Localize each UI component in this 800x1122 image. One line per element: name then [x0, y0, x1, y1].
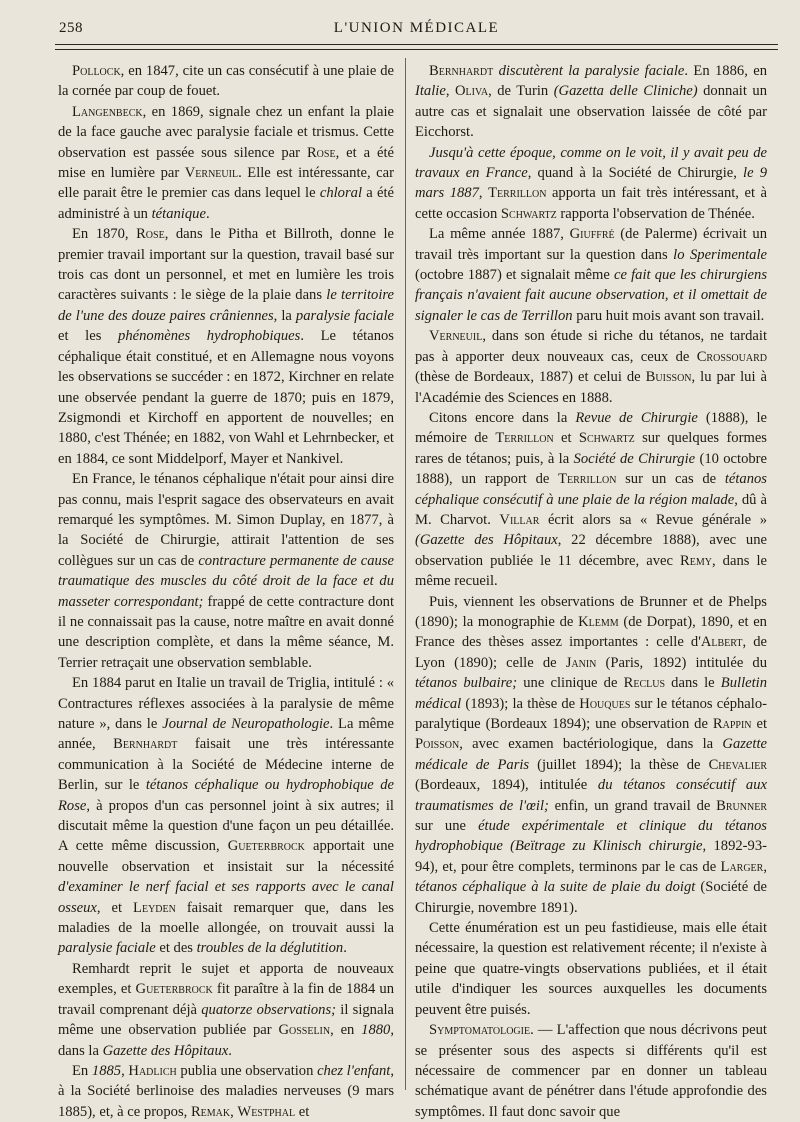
text-run: .	[228, 1042, 232, 1059]
text-run: ,	[478, 185, 489, 202]
text-run: faisait une très intéressante communication à la Société de Médecine interne de Berlin, sur le	[58, 736, 395, 794]
paragraph	[415, 224, 767, 326]
paragraph	[415, 61, 767, 143]
text-run: , dans le Pitha et Billroth, donne le premier travail important sur la question, travail basé sur trois cas dont un personnel, et met en lumière les trois caractères suivants : le siège de la plaie dans	[58, 226, 394, 304]
author-name: Villar	[499, 511, 540, 528]
author-name: Reclus	[623, 675, 666, 692]
author-name: Remy	[680, 552, 712, 569]
text-run: (juillet 1894); la thèse de	[529, 756, 709, 773]
italic-text: paralysie faciale	[295, 307, 394, 324]
italic-text: chez l'enfant	[317, 1062, 391, 1079]
italic-text: du tétanos consécutif aux traumatismes de l'œil;	[415, 777, 767, 814]
author-name: Buisson	[645, 369, 692, 386]
paragraph	[415, 408, 767, 592]
italic-text: Bulletin médical	[415, 675, 768, 712]
italic-text: étude expérimentale et clinique du tétanos hydrophobique (Beïtrage zu Klinisch chirurgie	[415, 818, 767, 855]
author-name: Rose	[136, 226, 165, 243]
author-name: Schwartz	[578, 430, 635, 447]
author-name: Hadlich	[128, 1062, 177, 1079]
text-run: . En 1886, en	[684, 63, 767, 79]
page-header	[55, 16, 778, 44]
italic-text: paralysie faciale	[58, 940, 156, 957]
text-run: , la	[273, 307, 296, 324]
paragraph	[58, 959, 394, 1061]
text-run: ,	[230, 1103, 238, 1120]
text-run: En 1870,	[72, 226, 137, 243]
author-name: Chevalier	[708, 756, 767, 773]
text-run: , et a été mise en lumière par	[58, 144, 394, 182]
text-run: . La même année,	[58, 716, 394, 753]
author-name: Janin	[565, 654, 597, 671]
text-run: (10 octobre 1888), un rapport de	[415, 450, 768, 488]
header-rule-thin	[55, 49, 778, 50]
text-run: (Bordeaux, 1894), intitulée	[415, 777, 598, 794]
text-run: , à la Société berlinoise des maladies nerveuses (9 mars 1885), et, à ce propos,	[58, 1062, 394, 1120]
text-run: , en	[330, 1022, 362, 1039]
author-name: Pollock	[72, 63, 121, 79]
text-run: Citons encore dans la	[429, 409, 576, 426]
text-run: donnait un autre cas et signalait une observation laissée de côté par Eicchorst.	[415, 83, 767, 141]
text-run: ,	[445, 83, 455, 100]
italic-text: chloral	[319, 185, 363, 202]
text-run: (1888), le mémoire de	[415, 409, 768, 447]
text-run: sur le tétanos céphalo-paralytique (Bordeaux 1894); une observation de	[415, 695, 767, 732]
author-name: Symptomatologie	[429, 1022, 531, 1039]
text-run: (1893); la thèse de	[461, 695, 580, 712]
paragraph	[415, 592, 767, 919]
running-title: L'UNION MÉDICALE	[333, 20, 500, 36]
author-name: Houques	[579, 695, 631, 712]
text-run: . — L'affection que nous décrivons peut se présenter sous des aspects si différents qu'il est nécessaire de commencer par en donner un tableau schématique avant de pénétrer dans l'étude approfondie des symptômes. Il faut donc savoir que	[415, 1022, 767, 1120]
text-run: , à propos d'un cas personnel joint à six autres; il discutait même la question d'une façon un peu détaillée. A cette même discussion,	[58, 797, 394, 855]
column-divider	[405, 58, 406, 1090]
text-run: Remhardt reprit le sujet et apporta de nouveaux exemples, et	[58, 960, 394, 998]
author-name: Westphal	[237, 1103, 296, 1120]
text-run: .	[343, 940, 347, 957]
author-name: Giuffré	[569, 226, 615, 243]
paragraph	[415, 326, 767, 408]
text-run: En France, le ténanos céphalique n'était pour ainsi dire pas connu, mais l'esprit sagace des observateurs en avait remarqué les symptômes. M. Simon Duplay, en 1877, à la Société de Chirurgie, attirait l'attention de ses collègues sur un cas de	[58, 471, 394, 569]
italic-text: Gazette des Hôpitaux	[102, 1042, 229, 1059]
author-name: Poisson	[415, 736, 460, 753]
italic-text: tétanique	[151, 205, 206, 222]
text-run: dans le	[665, 675, 721, 692]
text-run: publia une observation	[176, 1062, 318, 1079]
italic-text: d'examiner le nerf facial et ses rapports avec le canal osseux	[58, 879, 394, 916]
italic-text: phénomènes hydrophobiques	[118, 328, 301, 345]
italic-text: 1885	[91, 1062, 122, 1079]
text-run: En	[72, 1062, 92, 1079]
text-run: , de Turin	[488, 83, 554, 100]
text-run: apportait une nouvelle observation et insistait sur la nécessité	[58, 838, 394, 875]
italic-text: Jusqu'à cette époque, comme on le voit, il y avait peu de travaux en France	[415, 144, 767, 182]
text-run: sur quelques formes rares de tétanos; puis, à la	[415, 430, 767, 467]
text-run: ,	[763, 858, 767, 875]
text-run: , 1892-93-94), et, pour être complets, terminons par le cas de	[415, 838, 767, 875]
italic-text: le territoire de l'une des douze paires crâniennes	[58, 287, 394, 324]
author-name: Rappin	[712, 716, 752, 732]
author-name: Bernhardt	[429, 63, 494, 79]
paragraph	[415, 918, 767, 1020]
text-run: (de Palerme) écrivait un travail très important sur la question dans	[415, 226, 767, 263]
author-name: Klemm	[578, 613, 619, 630]
paragraph	[58, 673, 394, 959]
italic-text: le 9 mars 1887	[415, 165, 768, 202]
paragraph	[58, 1061, 394, 1122]
text-run: En 1884 parut en Italie un travail de Triglia, intitulé : « Contractures réflexes associées à la paralysie de même nature », dans le	[58, 675, 394, 732]
italic-text: (Gazette des Hôpitaux	[415, 532, 558, 549]
text-run: , en 1847, cite un cas consécutif à une plaie de la cornée par coup de fouet.	[58, 63, 394, 100]
text-run: (de Dorpat), 1890, et en France des thèses assez importantes : celle d'	[415, 613, 767, 651]
author-name: Gosselin	[278, 1022, 331, 1039]
text-run: rapporta l'observation de Thénée.	[556, 205, 755, 222]
author-name: Gueterbrock	[135, 981, 213, 998]
page-number: 258	[59, 20, 83, 36]
text-run: (octobre 1887) et signalait même	[415, 267, 614, 284]
text-run: , quand à la Société de Chirurgie,	[527, 165, 744, 182]
text-run: sur un cas de	[616, 471, 725, 488]
italic-text: troubles de la déglutition	[196, 940, 344, 957]
text-run: a été administré à un	[58, 185, 394, 222]
text-run: sur une	[415, 818, 479, 835]
text-run: , 22 décembre 1888), avec une observation publiée le 11 décembre, avec	[415, 532, 767, 569]
text-run: ,	[121, 1062, 129, 1079]
text-run: fit paraître à la fin de 1884 un travail comprenant déjà	[58, 981, 394, 1018]
text-run: enfin, un grand travail de	[548, 797, 717, 814]
italic-text: Société de Chirurgie	[573, 450, 696, 467]
text-run: , et	[96, 899, 134, 916]
author-name: Oliva	[454, 83, 489, 100]
text-run: . Le tétanos céphalique était constitué, et en Allemagne nous voyons les observations se succéder : en 1872, Kirchner en relate une observée pendant la guerre de 1870; puis en 1879, Zsigmondi et Kirchoff en apportent de nouvelles; en 1880, c'est Thénée; en 1882, von Wahl et Lehrnbecker, et en 1884, ce sont Middelporf, Mayer et Nankivel.	[58, 328, 394, 467]
text-run: et	[553, 430, 579, 447]
author-name: Verneuil	[429, 328, 483, 345]
text-run: frappé de cette contracture dont il ne connaissait pas la cause, notre maître en avait donné une description complète, et dans la même séance, M. Terrier retraçait une observation semblable.	[58, 593, 394, 671]
author-name: Bernhardt	[113, 736, 178, 753]
text-run: , dans son étude si riche du tétanos, ne tardait pas à apporter deux nouveaux cas, ceux de	[415, 328, 767, 365]
author-name: Verneuil	[184, 165, 239, 182]
text-run: écrit alors sa « Revue générale »	[539, 511, 767, 528]
italic-text: ce fait que les chirurgiens français n'avaient fait aucune observation, et il omettait de signaler le cas de Terrillon	[415, 267, 767, 324]
author-name: Larger	[720, 858, 764, 875]
italic-text: (Gazetta delle Cliniche)	[553, 83, 698, 100]
italic-text: Revue de Chirurgie	[575, 409, 698, 426]
paragraph	[415, 143, 767, 225]
italic-text: lo Sperimentale	[673, 246, 767, 263]
text-run: , dans la	[58, 1022, 394, 1059]
author-name: Albert	[700, 634, 743, 651]
text-run: faisait remarquer que, dans les maladies de la moelle allongée, on trouvait aussi la	[58, 899, 394, 937]
text-run: et	[295, 1103, 310, 1120]
text-run: , lu par lui à l'Académie des Sciences en 1888.	[415, 369, 767, 406]
author-name: Terrillon	[558, 471, 617, 488]
text-run: paru huit mois avant son travail.	[572, 307, 765, 324]
text-run: , avec examen bactériologique, dans la	[459, 736, 723, 753]
italic-text: quatorze observations;	[201, 1001, 337, 1018]
text-run: il signala même une observation publiée par	[58, 1001, 394, 1039]
author-name: Crossouard	[696, 348, 767, 365]
header-rule-thick	[55, 44, 778, 45]
text-run: une clinique de	[517, 675, 624, 692]
author-name: Gueterbrock	[227, 838, 305, 855]
text-run: Cette énumération est un peu fastidieuse, mais elle était nécessaire, la question est relativement récente; il n'existe à peine que quatre-vingts observations publiées, et il était utile d'indiquer les sources auxquelles les documents peuvent être puisés.	[415, 920, 767, 1018]
italic-text: Journal de Neuropathologie	[162, 716, 330, 732]
paragraph	[415, 1020, 767, 1122]
italic-text: tétanos céphalique ou hydrophobique de Rose	[58, 777, 394, 814]
text-run: et	[751, 716, 767, 732]
author-name: Remak	[190, 1103, 231, 1120]
author-name: Rose	[306, 144, 336, 161]
italic-text: discutèrent la paralysie faciale	[498, 63, 685, 79]
text-run: . Elle est intéressante, car elle parait être le premier cas dans lequel le	[58, 165, 394, 202]
italic-text: tétanos céphalique consécutif à une plaie de la région malade	[415, 471, 767, 508]
text-run: , dû à M. Charvot.	[415, 491, 767, 528]
author-name: Terrillon	[495, 430, 554, 447]
author-name: Langenbeck	[72, 103, 143, 120]
paragraph	[58, 469, 394, 673]
author-name: Leyden	[133, 899, 176, 916]
paragraph	[58, 61, 394, 102]
text-run: , en 1869, signale chez un enfant la plaie de la face gauche avec paralysie faciale et trismus. Cette observation est passée sous silence par	[58, 103, 394, 161]
text-run: et les	[58, 328, 119, 345]
paragraph	[58, 224, 394, 469]
text-run: et des	[155, 940, 197, 957]
text-run: (thèse de Bordeaux, 1887) et celui de	[415, 369, 646, 386]
author-name: Brunner	[716, 797, 767, 814]
italic-text: tétanos céphalique à la suite de plaie du doigt	[415, 879, 696, 896]
italic-text: Gazette médicale de Paris	[415, 736, 767, 773]
author-name: Schwartz	[500, 205, 557, 222]
author-name: Terrillon	[488, 185, 547, 202]
italic-text: tétanos bulbaire;	[415, 675, 518, 692]
text-run: apporta un fait très intéressant, et à cette occasion	[415, 185, 768, 222]
italic-text: 1880	[361, 1022, 391, 1039]
text-run: La même année 1887,	[429, 226, 570, 243]
right-column	[415, 61, 768, 1120]
left-column	[58, 61, 395, 1120]
text-run: Puis, viennent les observations de Brunner et de Phelps (1890); la monographie de	[415, 593, 767, 630]
paragraph	[58, 102, 394, 224]
text-run: , de Lyon (1890); celle de	[415, 634, 767, 671]
text-run: , dans le même recueil.	[415, 552, 767, 590]
text-run: (Paris, 1892) intitulée du	[596, 654, 767, 671]
italic-text: Italie	[415, 83, 446, 100]
text-run: .	[205, 205, 210, 222]
italic-text: contracture permanente de cause traumatique des muscles du côté droit de la face et du masseter correspondant;	[58, 552, 394, 610]
text-run: (Société de Chirurgie, novembre 1891).	[415, 879, 767, 916]
